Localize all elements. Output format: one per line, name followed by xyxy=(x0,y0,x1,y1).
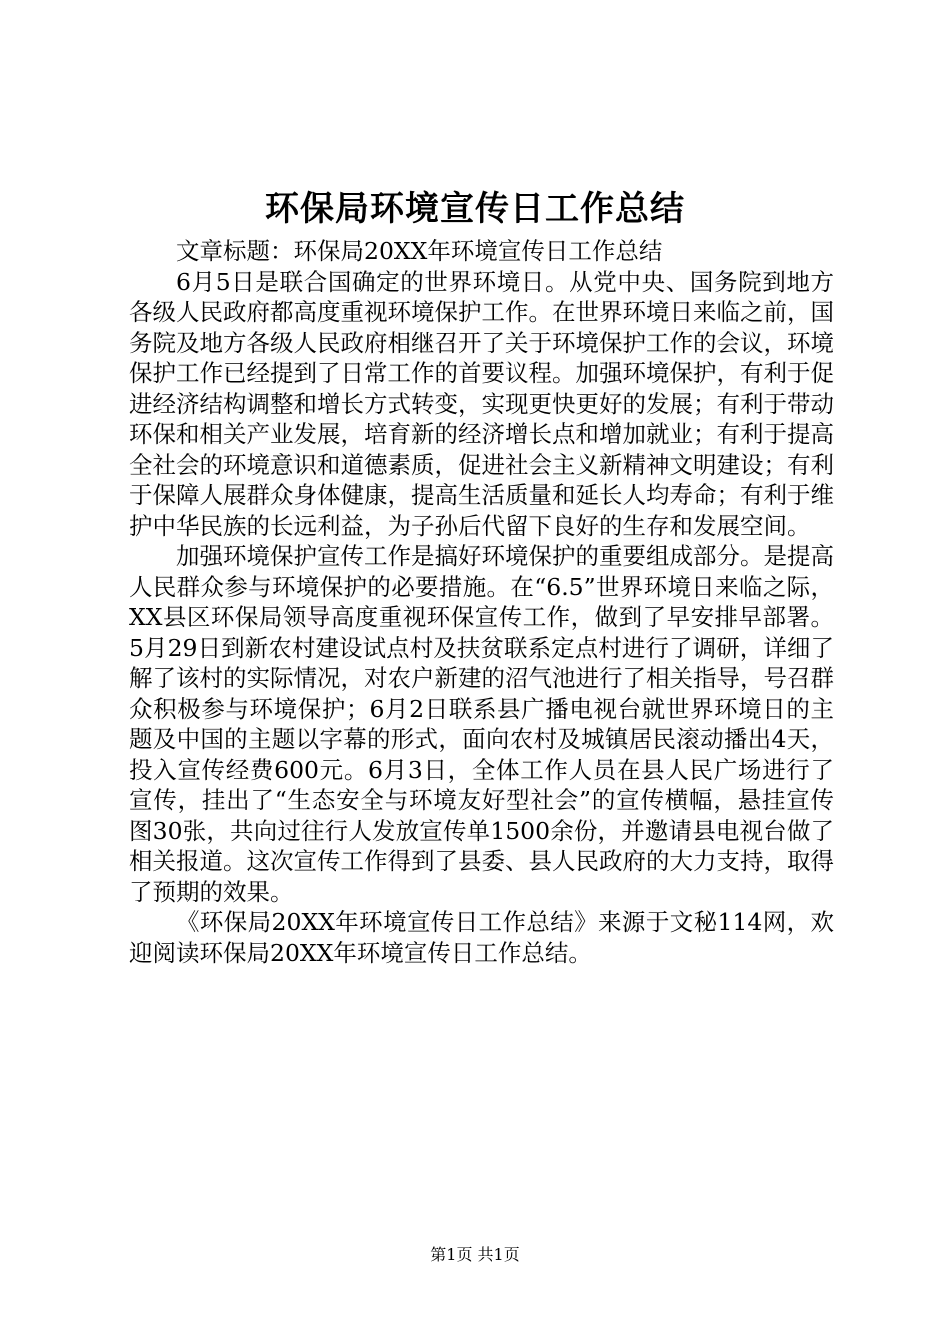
paragraph-environment-day: 6月5日是联合国确定的世界环境日。从党中央、国务院到地方各级人民政府都高度重视环境保护工作。在世界环境日来临之前，国务院及地方各级人民政府相继召开了关于环境保护工作的会议，环境保护工作已经提到了日常工作的首要议程。加强环境保护，有利于促进经济结构调整和增长方式转变，实现更快更好的发展；有利于带动环保和相关产业发展，培育新的经济增长点和增加就业；有利于提高全社会的环境意识和道德素质，促进社会主义新精神文明建设；有利于保障人展群众身体健康，提高生活质量和延长人均寿命；有利于维护中华民族的长远利益，为子孙后代留下良好的生存和发展空间。 xyxy=(129,267,834,540)
document-body xyxy=(129,236,834,968)
article-title-line: 文章标题：环保局20XX年环境宣传日工作总结 xyxy=(176,237,663,265)
page-footer: 第1页 共1页 xyxy=(430,1245,520,1264)
paragraph-publicity-work: 加强环境保护宣传工作是搞好环境保护的重要组成部分。是提高人民群众参与环境保护的必要措施。在“6.5”世界环境日来临之际，XX县区环保局领导高度重视环保宣传工作，做到了早安排早部署。5月29日到新农村建设试点村及扶贫联系定点村进行了调研，详细了解了该村的实际情况，对农户新建的沼气池进行了相关指导，号召群众积极参与环境保护；6月2日联系县广播电视台就世界环境日的主题及中国的主题以字幕的形式，面向农村及城镇居民滚动播出4天，投入宣传经费600元。6月3日，全体工作人员在县人民广场进行了宣传，挂出了“生态安全与环境友好型社会”的宣传横幅，悬挂宣传图30张，共向过往行人发放宣传单1500余份，并邀请县电视台做了相关报道。这次宣传工作得到了县委、县人民政府的大力支持，取得了预期的效果。 xyxy=(129,542,834,906)
paragraph-source-note: 《环保局20XX年环境宣传日工作总结》来源于文秘114网，欢迎阅读环保局20XX年环境宣传日工作总结。 xyxy=(129,908,834,967)
document-title: 环保局环境宣传日工作总结 xyxy=(265,189,685,229)
